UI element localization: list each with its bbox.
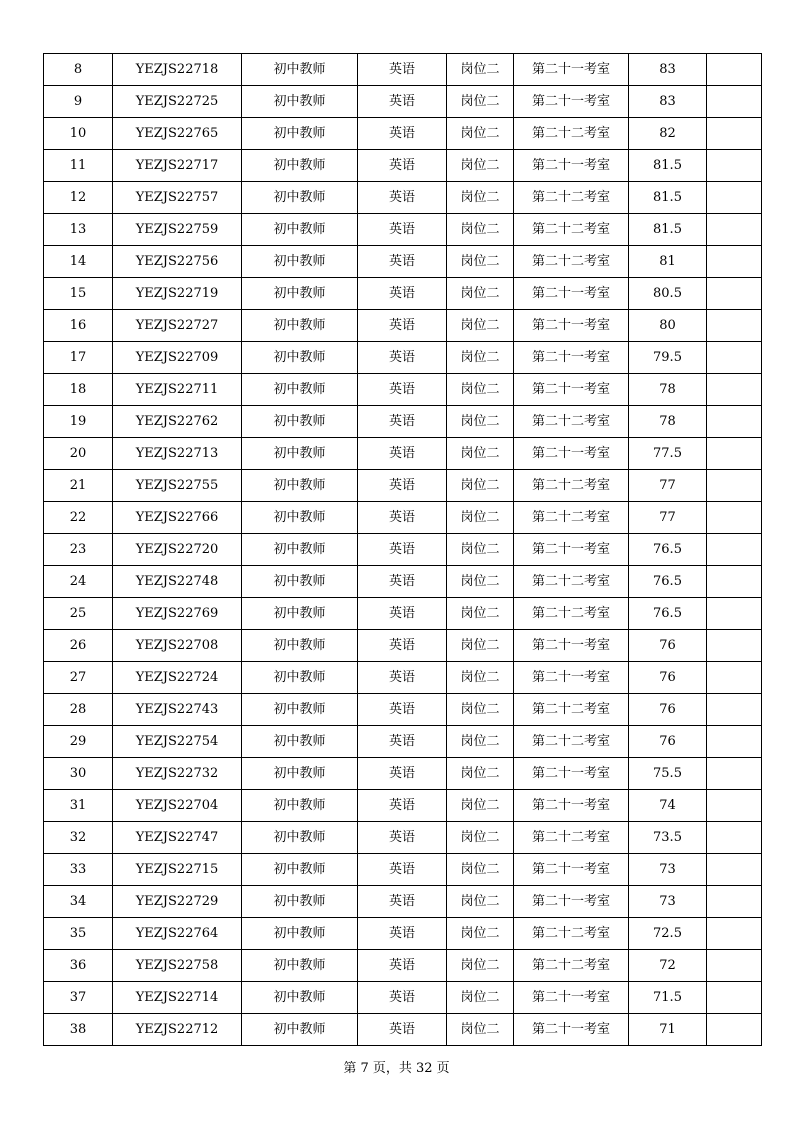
remark-cell bbox=[707, 54, 762, 86]
subject-cell: 英语 bbox=[358, 150, 447, 182]
exam-room-cell: 第二十一考室 bbox=[514, 310, 629, 342]
rank-cell: 33 bbox=[44, 854, 113, 886]
exam-id-cell: YEZJS22759 bbox=[113, 214, 242, 246]
score-table bbox=[43, 53, 762, 1046]
exam-room-cell: 第二十二考室 bbox=[514, 502, 629, 534]
rank-cell: 11 bbox=[44, 150, 113, 182]
rank-cell: 34 bbox=[44, 886, 113, 918]
rank-cell: 13 bbox=[44, 214, 113, 246]
score-cell: 78 bbox=[629, 406, 707, 438]
subject-cell: 英语 bbox=[358, 790, 447, 822]
subject-cell: 英语 bbox=[358, 182, 447, 214]
score-cell: 81.5 bbox=[629, 214, 707, 246]
exam-id-cell: YEZJS22747 bbox=[113, 822, 242, 854]
rank-cell: 10 bbox=[44, 118, 113, 150]
table-row bbox=[44, 950, 762, 982]
table-row bbox=[44, 342, 762, 374]
exam-room-cell: 第二十一考室 bbox=[514, 438, 629, 470]
position-type-cell: 初中教师 bbox=[242, 758, 358, 790]
remark-cell bbox=[707, 566, 762, 598]
table-row bbox=[44, 1014, 762, 1046]
score-cell: 76.5 bbox=[629, 566, 707, 598]
table-row bbox=[44, 534, 762, 566]
rank-cell: 21 bbox=[44, 470, 113, 502]
score-cell: 76.5 bbox=[629, 534, 707, 566]
exam-id-cell: YEZJS22766 bbox=[113, 502, 242, 534]
score-cell: 72.5 bbox=[629, 918, 707, 950]
exam-room-cell: 第二十一考室 bbox=[514, 374, 629, 406]
position-type-cell: 初中教师 bbox=[242, 150, 358, 182]
subject-cell: 英语 bbox=[358, 246, 447, 278]
rank-cell: 26 bbox=[44, 630, 113, 662]
rank-cell: 25 bbox=[44, 598, 113, 630]
rank-cell: 37 bbox=[44, 982, 113, 1014]
remark-cell bbox=[707, 534, 762, 566]
position-type-cell: 初中教师 bbox=[242, 438, 358, 470]
exam-id-cell: YEZJS22755 bbox=[113, 470, 242, 502]
position-type-cell: 初中教师 bbox=[242, 342, 358, 374]
table-row bbox=[44, 662, 762, 694]
exam-id-cell: YEZJS22715 bbox=[113, 854, 242, 886]
remark-cell bbox=[707, 854, 762, 886]
remark-cell bbox=[707, 406, 762, 438]
score-cell: 76 bbox=[629, 662, 707, 694]
exam-room-cell: 第二十一考室 bbox=[514, 1014, 629, 1046]
post-cell: 岗位二 bbox=[447, 150, 514, 182]
position-type-cell: 初中教师 bbox=[242, 86, 358, 118]
exam-id-cell: YEZJS22717 bbox=[113, 150, 242, 182]
table-row bbox=[44, 310, 762, 342]
position-type-cell: 初中教师 bbox=[242, 470, 358, 502]
table-row bbox=[44, 150, 762, 182]
position-type-cell: 初中教师 bbox=[242, 694, 358, 726]
table-row bbox=[44, 118, 762, 150]
exam-id-cell: YEZJS22711 bbox=[113, 374, 242, 406]
rank-cell: 36 bbox=[44, 950, 113, 982]
remark-cell bbox=[707, 182, 762, 214]
post-cell: 岗位二 bbox=[447, 630, 514, 662]
table-row bbox=[44, 886, 762, 918]
position-type-cell: 初中教师 bbox=[242, 1014, 358, 1046]
score-cell: 81 bbox=[629, 246, 707, 278]
exam-room-cell: 第二十二考室 bbox=[514, 694, 629, 726]
remark-cell bbox=[707, 438, 762, 470]
exam-room-cell: 第二十二考室 bbox=[514, 214, 629, 246]
score-cell: 82 bbox=[629, 118, 707, 150]
subject-cell: 英语 bbox=[358, 214, 447, 246]
post-cell: 岗位二 bbox=[447, 854, 514, 886]
post-cell: 岗位二 bbox=[447, 246, 514, 278]
table-row bbox=[44, 790, 762, 822]
subject-cell: 英语 bbox=[358, 118, 447, 150]
score-cell: 83 bbox=[629, 54, 707, 86]
exam-id-cell: YEZJS22732 bbox=[113, 758, 242, 790]
page-footer: 第 7 页，共 32 页 bbox=[343, 1061, 450, 1076]
position-type-cell: 初中教师 bbox=[242, 374, 358, 406]
exam-id-cell: YEZJS22743 bbox=[113, 694, 242, 726]
subject-cell: 英语 bbox=[358, 1014, 447, 1046]
exam-id-cell: YEZJS22714 bbox=[113, 982, 242, 1014]
subject-cell: 英语 bbox=[358, 886, 447, 918]
exam-id-cell: YEZJS22758 bbox=[113, 950, 242, 982]
position-type-cell: 初中教师 bbox=[242, 918, 358, 950]
score-cell: 72 bbox=[629, 950, 707, 982]
remark-cell bbox=[707, 502, 762, 534]
exam-room-cell: 第二十一考室 bbox=[514, 54, 629, 86]
post-cell: 岗位二 bbox=[447, 86, 514, 118]
remark-cell bbox=[707, 630, 762, 662]
exam-id-cell: YEZJS22762 bbox=[113, 406, 242, 438]
remark-cell bbox=[707, 598, 762, 630]
subject-cell: 英语 bbox=[358, 310, 447, 342]
score-cell: 80 bbox=[629, 310, 707, 342]
position-type-cell: 初中教师 bbox=[242, 182, 358, 214]
score-cell: 81.5 bbox=[629, 150, 707, 182]
position-type-cell: 初中教师 bbox=[242, 118, 358, 150]
post-cell: 岗位二 bbox=[447, 214, 514, 246]
position-type-cell: 初中教师 bbox=[242, 726, 358, 758]
exam-room-cell: 第二十一考室 bbox=[514, 758, 629, 790]
exam-id-cell: YEZJS22725 bbox=[113, 86, 242, 118]
exam-id-cell: YEZJS22708 bbox=[113, 630, 242, 662]
post-cell: 岗位二 bbox=[447, 758, 514, 790]
remark-cell bbox=[707, 278, 762, 310]
post-cell: 岗位二 bbox=[447, 918, 514, 950]
post-cell: 岗位二 bbox=[447, 822, 514, 854]
score-cell: 81.5 bbox=[629, 182, 707, 214]
post-cell: 岗位二 bbox=[447, 406, 514, 438]
rank-cell: 18 bbox=[44, 374, 113, 406]
score-cell: 83 bbox=[629, 86, 707, 118]
table-row bbox=[44, 406, 762, 438]
post-cell: 岗位二 bbox=[447, 118, 514, 150]
subject-cell: 英语 bbox=[358, 726, 447, 758]
score-cell: 77.5 bbox=[629, 438, 707, 470]
exam-room-cell: 第二十二考室 bbox=[514, 950, 629, 982]
subject-cell: 英语 bbox=[358, 598, 447, 630]
exam-id-cell: YEZJS22729 bbox=[113, 886, 242, 918]
exam-room-cell: 第二十一考室 bbox=[514, 630, 629, 662]
post-cell: 岗位二 bbox=[447, 1014, 514, 1046]
score-cell: 78 bbox=[629, 374, 707, 406]
remark-cell bbox=[707, 758, 762, 790]
exam-id-cell: YEZJS22713 bbox=[113, 438, 242, 470]
post-cell: 岗位二 bbox=[447, 982, 514, 1014]
exam-room-cell: 第二十一考室 bbox=[514, 886, 629, 918]
remark-cell bbox=[707, 86, 762, 118]
score-cell: 76.5 bbox=[629, 598, 707, 630]
table-row bbox=[44, 54, 762, 86]
score-table-body bbox=[44, 54, 762, 1046]
subject-cell: 英语 bbox=[358, 918, 447, 950]
exam-room-cell: 第二十二考室 bbox=[514, 598, 629, 630]
rank-cell: 12 bbox=[44, 182, 113, 214]
table-row bbox=[44, 502, 762, 534]
subject-cell: 英语 bbox=[358, 374, 447, 406]
exam-id-cell: YEZJS22719 bbox=[113, 278, 242, 310]
post-cell: 岗位二 bbox=[447, 886, 514, 918]
subject-cell: 英语 bbox=[358, 982, 447, 1014]
table-row bbox=[44, 470, 762, 502]
remark-cell bbox=[707, 918, 762, 950]
exam-id-cell: YEZJS22748 bbox=[113, 566, 242, 598]
post-cell: 岗位二 bbox=[447, 950, 514, 982]
exam-id-cell: YEZJS22720 bbox=[113, 534, 242, 566]
post-cell: 岗位二 bbox=[447, 534, 514, 566]
position-type-cell: 初中教师 bbox=[242, 54, 358, 86]
post-cell: 岗位二 bbox=[447, 726, 514, 758]
rank-cell: 38 bbox=[44, 1014, 113, 1046]
exam-room-cell: 第二十一考室 bbox=[514, 342, 629, 374]
table-row bbox=[44, 982, 762, 1014]
table-row bbox=[44, 854, 762, 886]
exam-id-cell: YEZJS22704 bbox=[113, 790, 242, 822]
exam-room-cell: 第二十一考室 bbox=[514, 662, 629, 694]
remark-cell bbox=[707, 662, 762, 694]
remark-cell bbox=[707, 982, 762, 1014]
score-cell: 75.5 bbox=[629, 758, 707, 790]
exam-id-cell: YEZJS22709 bbox=[113, 342, 242, 374]
exam-room-cell: 第二十二考室 bbox=[514, 406, 629, 438]
remark-cell bbox=[707, 790, 762, 822]
remark-cell bbox=[707, 342, 762, 374]
score-cell: 77 bbox=[629, 470, 707, 502]
post-cell: 岗位二 bbox=[447, 470, 514, 502]
exam-id-cell: YEZJS22769 bbox=[113, 598, 242, 630]
score-cell: 79.5 bbox=[629, 342, 707, 374]
remark-cell bbox=[707, 214, 762, 246]
rank-cell: 14 bbox=[44, 246, 113, 278]
post-cell: 岗位二 bbox=[447, 182, 514, 214]
rank-cell: 24 bbox=[44, 566, 113, 598]
subject-cell: 英语 bbox=[358, 438, 447, 470]
post-cell: 岗位二 bbox=[447, 342, 514, 374]
subject-cell: 英语 bbox=[358, 694, 447, 726]
table-row bbox=[44, 214, 762, 246]
table-row bbox=[44, 598, 762, 630]
exam-room-cell: 第二十一考室 bbox=[514, 982, 629, 1014]
exam-id-cell: YEZJS22754 bbox=[113, 726, 242, 758]
post-cell: 岗位二 bbox=[447, 374, 514, 406]
post-cell: 岗位二 bbox=[447, 54, 514, 86]
position-type-cell: 初中教师 bbox=[242, 790, 358, 822]
remark-cell bbox=[707, 886, 762, 918]
subject-cell: 英语 bbox=[358, 758, 447, 790]
post-cell: 岗位二 bbox=[447, 694, 514, 726]
table-row bbox=[44, 374, 762, 406]
rank-cell: 8 bbox=[44, 54, 113, 86]
subject-cell: 英语 bbox=[358, 950, 447, 982]
position-type-cell: 初中教师 bbox=[242, 982, 358, 1014]
position-type-cell: 初中教师 bbox=[242, 886, 358, 918]
post-cell: 岗位二 bbox=[447, 662, 514, 694]
rank-cell: 31 bbox=[44, 790, 113, 822]
exam-room-cell: 第二十二考室 bbox=[514, 470, 629, 502]
position-type-cell: 初中教师 bbox=[242, 310, 358, 342]
table-row bbox=[44, 694, 762, 726]
exam-id-cell: YEZJS22727 bbox=[113, 310, 242, 342]
position-type-cell: 初中教师 bbox=[242, 950, 358, 982]
exam-id-cell: YEZJS22764 bbox=[113, 918, 242, 950]
subject-cell: 英语 bbox=[358, 630, 447, 662]
score-cell: 71 bbox=[629, 1014, 707, 1046]
subject-cell: 英语 bbox=[358, 854, 447, 886]
exam-room-cell: 第二十二考室 bbox=[514, 566, 629, 598]
exam-room-cell: 第二十一考室 bbox=[514, 534, 629, 566]
table-row bbox=[44, 918, 762, 950]
subject-cell: 英语 bbox=[358, 406, 447, 438]
remark-cell bbox=[707, 118, 762, 150]
position-type-cell: 初中教师 bbox=[242, 214, 358, 246]
table-row bbox=[44, 246, 762, 278]
position-type-cell: 初中教师 bbox=[242, 502, 358, 534]
subject-cell: 英语 bbox=[358, 502, 447, 534]
exam-room-cell: 第二十二考室 bbox=[514, 182, 629, 214]
post-cell: 岗位二 bbox=[447, 598, 514, 630]
table-row bbox=[44, 438, 762, 470]
rank-cell: 15 bbox=[44, 278, 113, 310]
exam-room-cell: 第二十二考室 bbox=[514, 822, 629, 854]
score-cell: 71.5 bbox=[629, 982, 707, 1014]
table-row bbox=[44, 822, 762, 854]
score-cell: 73 bbox=[629, 854, 707, 886]
exam-id-cell: YEZJS22757 bbox=[113, 182, 242, 214]
subject-cell: 英语 bbox=[358, 278, 447, 310]
subject-cell: 英语 bbox=[358, 470, 447, 502]
position-type-cell: 初中教师 bbox=[242, 598, 358, 630]
position-type-cell: 初中教师 bbox=[242, 534, 358, 566]
post-cell: 岗位二 bbox=[447, 438, 514, 470]
rank-cell: 17 bbox=[44, 342, 113, 374]
table-row bbox=[44, 86, 762, 118]
rank-cell: 16 bbox=[44, 310, 113, 342]
rank-cell: 29 bbox=[44, 726, 113, 758]
score-cell: 76 bbox=[629, 694, 707, 726]
remark-cell bbox=[707, 726, 762, 758]
exam-room-cell: 第二十二考室 bbox=[514, 726, 629, 758]
rank-cell: 27 bbox=[44, 662, 113, 694]
exam-id-cell: YEZJS22712 bbox=[113, 1014, 242, 1046]
remark-cell bbox=[707, 694, 762, 726]
score-cell: 73.5 bbox=[629, 822, 707, 854]
score-cell: 74 bbox=[629, 790, 707, 822]
post-cell: 岗位二 bbox=[447, 790, 514, 822]
post-cell: 岗位二 bbox=[447, 310, 514, 342]
rank-cell: 35 bbox=[44, 918, 113, 950]
rank-cell: 19 bbox=[44, 406, 113, 438]
table-row bbox=[44, 182, 762, 214]
rank-cell: 32 bbox=[44, 822, 113, 854]
exam-id-cell: YEZJS22765 bbox=[113, 118, 242, 150]
subject-cell: 英语 bbox=[358, 342, 447, 374]
rank-cell: 20 bbox=[44, 438, 113, 470]
rank-cell: 22 bbox=[44, 502, 113, 534]
post-cell: 岗位二 bbox=[447, 502, 514, 534]
exam-room-cell: 第二十一考室 bbox=[514, 790, 629, 822]
score-cell: 76 bbox=[629, 630, 707, 662]
subject-cell: 英语 bbox=[358, 54, 447, 86]
position-type-cell: 初中教师 bbox=[242, 662, 358, 694]
remark-cell bbox=[707, 150, 762, 182]
exam-room-cell: 第二十二考室 bbox=[514, 918, 629, 950]
post-cell: 岗位二 bbox=[447, 566, 514, 598]
remark-cell bbox=[707, 310, 762, 342]
exam-room-cell: 第二十二考室 bbox=[514, 118, 629, 150]
exam-room-cell: 第二十一考室 bbox=[514, 86, 629, 118]
subject-cell: 英语 bbox=[358, 86, 447, 118]
table-row bbox=[44, 758, 762, 790]
remark-cell bbox=[707, 1014, 762, 1046]
position-type-cell: 初中教师 bbox=[242, 630, 358, 662]
position-type-cell: 初中教师 bbox=[242, 854, 358, 886]
score-cell: 80.5 bbox=[629, 278, 707, 310]
table-row bbox=[44, 630, 762, 662]
position-type-cell: 初中教师 bbox=[242, 406, 358, 438]
score-cell: 77 bbox=[629, 502, 707, 534]
score-cell: 73 bbox=[629, 886, 707, 918]
post-cell: 岗位二 bbox=[447, 278, 514, 310]
remark-cell bbox=[707, 822, 762, 854]
table-row bbox=[44, 278, 762, 310]
subject-cell: 英语 bbox=[358, 534, 447, 566]
remark-cell bbox=[707, 950, 762, 982]
remark-cell bbox=[707, 246, 762, 278]
exam-room-cell: 第二十一考室 bbox=[514, 854, 629, 886]
exam-room-cell: 第二十一考室 bbox=[514, 278, 629, 310]
subject-cell: 英语 bbox=[358, 662, 447, 694]
exam-id-cell: YEZJS22724 bbox=[113, 662, 242, 694]
remark-cell bbox=[707, 470, 762, 502]
position-type-cell: 初中教师 bbox=[242, 278, 358, 310]
subject-cell: 英语 bbox=[358, 566, 447, 598]
position-type-cell: 初中教师 bbox=[242, 566, 358, 598]
remark-cell bbox=[707, 374, 762, 406]
rank-cell: 30 bbox=[44, 758, 113, 790]
exam-room-cell: 第二十一考室 bbox=[514, 150, 629, 182]
exam-id-cell: YEZJS22756 bbox=[113, 246, 242, 278]
rank-cell: 28 bbox=[44, 694, 113, 726]
position-type-cell: 初中教师 bbox=[242, 822, 358, 854]
rank-cell: 23 bbox=[44, 534, 113, 566]
subject-cell: 英语 bbox=[358, 822, 447, 854]
table-row bbox=[44, 726, 762, 758]
rank-cell: 9 bbox=[44, 86, 113, 118]
table-row bbox=[44, 566, 762, 598]
exam-id-cell: YEZJS22718 bbox=[113, 54, 242, 86]
exam-room-cell: 第二十二考室 bbox=[514, 246, 629, 278]
position-type-cell: 初中教师 bbox=[242, 246, 358, 278]
score-cell: 76 bbox=[629, 726, 707, 758]
